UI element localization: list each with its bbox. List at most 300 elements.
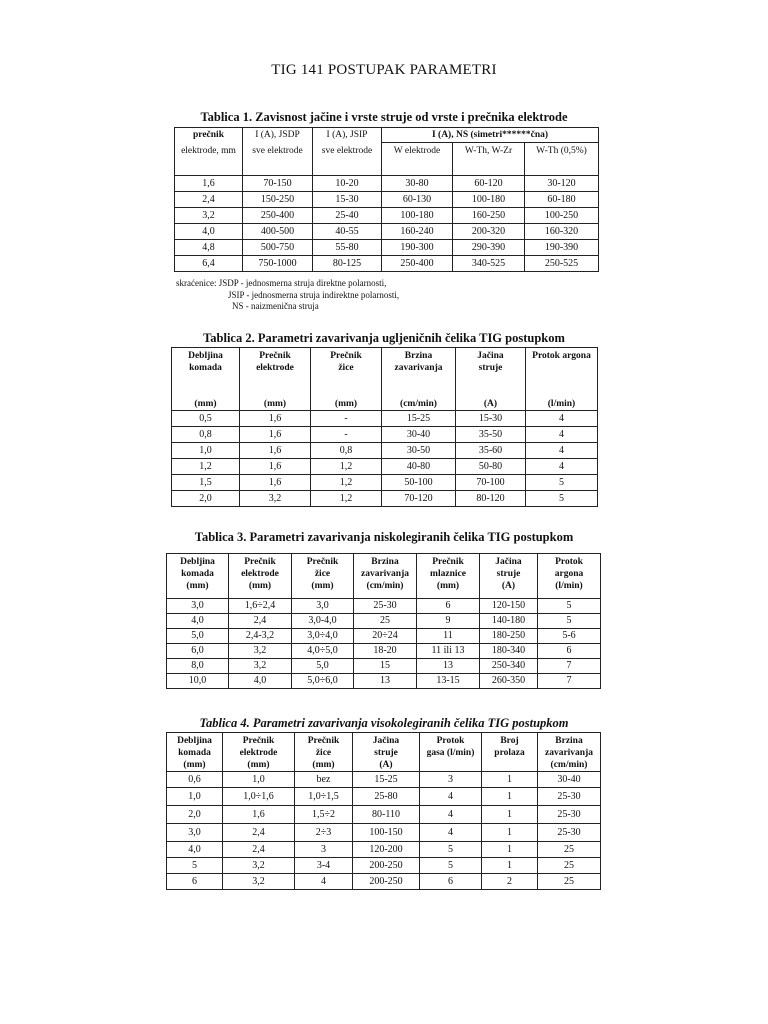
table-row	[167, 788, 601, 806]
header-line: elektrode	[239, 748, 278, 758]
table4-header	[167, 733, 601, 772]
table-cell: 1	[482, 858, 538, 874]
table-cell: 1,6	[240, 411, 311, 427]
header-line: Prečnik	[244, 557, 276, 567]
table1-notes	[176, 278, 399, 313]
table-row	[167, 858, 601, 874]
table-cell: 30-120	[525, 176, 599, 192]
table-cell: 1,6	[240, 459, 311, 475]
table3	[166, 553, 601, 689]
table-cell: 1,2	[172, 459, 240, 475]
header-line: Jačina	[477, 351, 504, 361]
table-header-cell	[229, 554, 292, 599]
table-cell: 1	[482, 772, 538, 788]
table1-header-cell: W-Th (0,5%)	[525, 143, 599, 176]
table-cell: 10,0	[167, 674, 229, 689]
table-cell: 3-4	[295, 858, 353, 874]
table-cell: 50-100	[382, 475, 456, 491]
header-line: žice	[314, 569, 331, 579]
table-cell: 5	[526, 475, 598, 491]
table-cell: 15-30	[313, 192, 382, 208]
header-line: Prečnik	[242, 736, 275, 746]
table2	[171, 347, 598, 507]
table-cell: 25	[538, 874, 601, 890]
table-cell: 1,5	[172, 475, 240, 491]
header-line: Protok argona	[532, 351, 591, 361]
table1-header-cell: I (A), JSDP	[243, 128, 313, 143]
table1-header-row1	[175, 128, 599, 143]
table-row	[167, 614, 601, 629]
table-cell: 120-200	[353, 842, 420, 858]
table-header-cell	[354, 554, 417, 599]
table-header-cell	[292, 554, 354, 599]
table-row	[167, 842, 601, 858]
table-cell: 5,0	[292, 659, 354, 674]
table-cell: 13	[417, 659, 480, 674]
table1-body	[175, 176, 599, 272]
header-line: (mm)	[194, 399, 217, 409]
table-header-cell	[167, 554, 229, 599]
table-cell: 4	[420, 788, 482, 806]
table1-header-cell: W elektrode	[382, 143, 453, 176]
table1-header-row2	[175, 143, 599, 176]
table-cell: 70-150	[243, 176, 313, 192]
header-line: (mm)	[186, 581, 209, 591]
table-cell: 500-750	[243, 240, 313, 256]
header-line: (mm)	[247, 760, 270, 770]
table1-header-cell: I (A), NS (simetri******čna)	[382, 128, 599, 143]
header-line: zavarivanja	[360, 569, 410, 579]
table-cell: 340-525	[453, 256, 525, 272]
table-cell: 4	[420, 806, 482, 824]
table-cell: 1,0	[223, 772, 295, 788]
table1-header-cell: I (A), JSIP	[313, 128, 382, 143]
header-line: argona	[554, 569, 584, 579]
table2-header	[172, 348, 598, 411]
header-line: Prečnik	[307, 736, 340, 746]
header-line: Debljina	[177, 736, 212, 746]
table-cell: 80-120	[456, 491, 526, 507]
table-header-cell	[353, 733, 420, 772]
table-cell: 9	[417, 614, 480, 629]
header-line: struje	[496, 569, 521, 579]
table-cell: 2,4	[223, 824, 295, 842]
table-cell: 0,6	[167, 772, 223, 788]
header-line: žice	[315, 748, 332, 758]
table-row	[167, 772, 601, 788]
header-line	[422, 759, 479, 771]
header-line: Prečnik	[259, 351, 291, 361]
header-line: Jačina	[495, 557, 522, 567]
note-line: NS - naizmenična struja	[232, 301, 319, 311]
table-cell: 1,6÷2,4	[229, 599, 292, 614]
table-cell: 1	[482, 842, 538, 858]
table-cell: 290-390	[453, 240, 525, 256]
table-cell: 25-80	[353, 788, 420, 806]
header-line: žice	[338, 363, 354, 373]
table-cell: 250-400	[243, 208, 313, 224]
table-cell: 60-130	[382, 192, 453, 208]
header-line: (mm)	[183, 760, 206, 770]
table-cell: 200-250	[353, 858, 420, 874]
header-line: (cm/min)	[400, 399, 437, 409]
header-line: komada	[181, 569, 214, 579]
table-cell: 5,0÷6,0	[292, 674, 354, 689]
table-cell: 40-80	[382, 459, 456, 475]
table-cell: 8,0	[167, 659, 229, 674]
table-cell: 1,6	[240, 427, 311, 443]
table-cell: 6,4	[175, 256, 243, 272]
table1-header-cell: prečnik	[175, 128, 243, 143]
header-line: komada	[178, 748, 211, 758]
table-cell: 50-80	[456, 459, 526, 475]
header-line	[484, 759, 535, 771]
header-line: Protok	[436, 736, 465, 746]
table-cell: 1,6	[240, 443, 311, 459]
header-line: Brzina	[555, 736, 583, 746]
table-cell: 160-240	[382, 224, 453, 240]
table3-header	[167, 554, 601, 599]
header-line: Debljina	[180, 557, 215, 567]
table-cell: bez	[295, 772, 353, 788]
table-cell: 3	[420, 772, 482, 788]
table-cell: 13-15	[417, 674, 480, 689]
table-cell: 25	[538, 858, 601, 874]
table-cell: 3,2	[240, 491, 311, 507]
table-row	[175, 256, 599, 272]
table-cell: 120-150	[480, 599, 538, 614]
table-cell: 2,4	[175, 192, 243, 208]
table-cell: 400-500	[243, 224, 313, 240]
table-cell: 750-1000	[243, 256, 313, 272]
table-cell: 80-110	[353, 806, 420, 824]
table-cell: 200-250	[353, 874, 420, 890]
table1-header-cell: W-Th, W-Zr	[453, 143, 525, 176]
header-line: (A)	[379, 760, 393, 770]
table-cell: 1,2	[311, 459, 382, 475]
table-cell: -	[311, 427, 382, 443]
table-cell: 250-340	[480, 659, 538, 674]
header-line: mlaznice	[430, 569, 466, 579]
header-line: struje	[478, 363, 503, 373]
header-line: zavarivanja	[544, 748, 594, 758]
header-line: elektrode	[241, 569, 279, 579]
table-cell: 1,2	[311, 475, 382, 491]
table-cell: 6	[167, 874, 223, 890]
table-cell: 260-350	[480, 674, 538, 689]
table-cell: 60-180	[525, 192, 599, 208]
table-cell: 25-30	[538, 824, 601, 842]
table-header-cell	[240, 348, 311, 411]
table-header-row	[167, 554, 601, 599]
table-cell: 180-340	[480, 644, 538, 659]
table-cell: 5	[526, 491, 598, 507]
table-cell: 4,0	[229, 674, 292, 689]
table-cell: 6	[420, 874, 482, 890]
header-line: (mm)	[311, 581, 334, 591]
table-cell: 2,0	[167, 806, 223, 824]
table-cell: 60-120	[453, 176, 525, 192]
table-cell: 6	[417, 599, 480, 614]
table-cell: 100-250	[525, 208, 599, 224]
table-cell: 2,0	[172, 491, 240, 507]
header-line: (cm/min)	[366, 581, 404, 591]
table-cell: 100-180	[382, 208, 453, 224]
table-cell: 100-180	[453, 192, 525, 208]
table-cell: 200-320	[453, 224, 525, 240]
table-cell: 0,8	[311, 443, 382, 459]
table2-body	[172, 411, 598, 507]
table-cell: 190-300	[382, 240, 453, 256]
table-header-cell	[223, 733, 295, 772]
header-line: (l/min)	[547, 399, 576, 409]
table-cell: 25	[354, 614, 417, 629]
table-cell: 18-20	[354, 644, 417, 659]
table-cell: 1	[482, 824, 538, 842]
header-line: (mm)	[263, 399, 287, 409]
table-cell: 1,0÷1,5	[295, 788, 353, 806]
table-cell: 1	[482, 788, 538, 806]
table-row	[172, 427, 598, 443]
table-cell: 0,5	[172, 411, 240, 427]
header-line: Jačina	[372, 736, 400, 746]
table-cell: 25-40	[313, 208, 382, 224]
header-line: zavarivanja	[394, 363, 443, 373]
table-cell: 70-100	[456, 475, 526, 491]
table-cell: 3	[295, 842, 353, 858]
table-cell: 2÷3	[295, 824, 353, 842]
table-cell: 4,0	[167, 842, 223, 858]
table-cell: 1	[482, 806, 538, 824]
table-cell: 190-390	[525, 240, 599, 256]
header-line: Brzina	[404, 351, 433, 361]
table-header-cell	[382, 348, 456, 411]
table-cell: 11	[417, 629, 480, 644]
table-row	[172, 459, 598, 475]
table-cell: 1,6	[223, 806, 295, 824]
table-cell: 4	[526, 443, 598, 459]
table-cell: 25-30	[538, 806, 601, 824]
table1-header-cell: elektrode, mm	[175, 143, 243, 176]
table-cell: 5-6	[538, 629, 601, 644]
table-cell: 140-180	[480, 614, 538, 629]
table-cell: 10-20	[313, 176, 382, 192]
table-cell: 2,4	[223, 842, 295, 858]
table-cell: 5	[167, 858, 223, 874]
header-line: struje	[374, 748, 398, 758]
header-line: elektrode	[256, 363, 294, 373]
header-line	[528, 362, 595, 374]
table-cell: 4	[420, 824, 482, 842]
table-row	[167, 644, 601, 659]
header-line: Brzina	[371, 557, 399, 567]
table-header-cell	[167, 733, 223, 772]
table-cell: 30-50	[382, 443, 456, 459]
table-header-cell	[538, 554, 601, 599]
table-row	[167, 824, 601, 842]
table-row	[175, 192, 599, 208]
table-cell: 150-250	[243, 192, 313, 208]
table-cell: 250-400	[382, 256, 453, 272]
table-row	[172, 443, 598, 459]
table-row	[167, 599, 601, 614]
table-cell: 15	[354, 659, 417, 674]
table-cell: 2,4	[229, 614, 292, 629]
table-cell: 0,8	[172, 427, 240, 443]
header-line: (cm/min)	[550, 760, 588, 770]
table-cell: 5	[538, 614, 601, 629]
table-cell: 6	[538, 644, 601, 659]
table-cell: 40-55	[313, 224, 382, 240]
header-line: (A)	[501, 581, 516, 591]
table-row	[167, 674, 601, 689]
table-cell: 3,2	[223, 858, 295, 874]
table-header-cell	[311, 348, 382, 411]
table-cell: 3,2	[229, 644, 292, 659]
table-cell: 2	[482, 874, 538, 890]
table-cell: 1,2	[311, 491, 382, 507]
table4-body	[167, 772, 601, 890]
table-cell: 3,2	[175, 208, 243, 224]
table-row	[175, 176, 599, 192]
table-row	[167, 659, 601, 674]
table-header-cell	[526, 348, 598, 411]
table-cell: 180-250	[480, 629, 538, 644]
table-header-cell	[417, 554, 480, 599]
table-cell: 80-125	[313, 256, 382, 272]
table2-caption: Tablica 2. Parametri zavarivanja ugljeničnih čelika TIG postupkom	[203, 331, 565, 345]
table-cell: 4,0	[167, 614, 229, 629]
header-line: Prečnik	[306, 557, 339, 567]
header-line: (A)	[483, 399, 498, 409]
table-cell: 70-120	[382, 491, 456, 507]
table-cell: 4	[295, 874, 353, 890]
table-cell: 4,0÷5,0	[292, 644, 354, 659]
table-cell: 4	[526, 427, 598, 443]
table-cell: 25	[538, 842, 601, 858]
table-cell: 7	[538, 659, 601, 674]
table-row	[167, 874, 601, 890]
header-line: komada	[189, 363, 222, 373]
table-cell: 2,4-3,2	[229, 629, 292, 644]
table-header-row	[167, 733, 601, 772]
table-cell: 1,0	[167, 788, 223, 806]
header-line: Prečnik	[432, 557, 464, 567]
table-row	[175, 240, 599, 256]
header-line: (l/min)	[555, 581, 583, 591]
table-header-row	[172, 348, 598, 411]
table-cell: 1,0	[172, 443, 240, 459]
table-cell: 3,2	[223, 874, 295, 890]
table-cell: 15-25	[353, 772, 420, 788]
table-cell: 3,0÷4,0	[292, 629, 354, 644]
header-line: Prečnik	[330, 351, 362, 361]
note-line: skraćenice: JSDP - jednosmerna struja direktne polarnosti,	[176, 278, 387, 288]
table4	[166, 732, 601, 890]
table-cell: 160-250	[453, 208, 525, 224]
table4-caption: Tablica 4. Parametri zavarivanja visokolegiranih čelika TIG postupkom	[199, 716, 569, 730]
table-cell: 20÷24	[354, 629, 417, 644]
table-row	[172, 475, 598, 491]
table-cell: 5	[420, 842, 482, 858]
table1-caption: Tablica 1. Zavisnost jačine i vrste struje od vrste i prečnika elektrode	[200, 110, 568, 124]
note-line: JSIP - jednosmerna struja indirektne polarnosti,	[228, 289, 400, 300]
header-line: Protok	[555, 557, 583, 567]
table-cell: 4	[526, 459, 598, 475]
table-cell: 3,0	[167, 599, 229, 614]
header-line: (mm)	[436, 581, 460, 591]
header-line: gasa (l/min)	[426, 748, 475, 758]
table-cell: 1,5÷2	[295, 806, 353, 824]
table-cell: 25-30	[354, 599, 417, 614]
table-cell: 3,2	[229, 659, 292, 674]
table-header-cell	[482, 733, 538, 772]
header-line: Debljina	[188, 351, 223, 361]
table-cell: -	[311, 411, 382, 427]
table-cell: 1,6	[175, 176, 243, 192]
table-cell: 35-50	[456, 427, 526, 443]
table1	[174, 127, 599, 272]
table-cell: 100-150	[353, 824, 420, 842]
table1-header-cell: sve elektrode	[313, 143, 382, 176]
table-cell: 4	[526, 411, 598, 427]
table-cell: 5	[538, 599, 601, 614]
table-row	[172, 411, 598, 427]
table-header-cell	[456, 348, 526, 411]
table-cell: 4,8	[175, 240, 243, 256]
table-cell: 3,0	[167, 824, 223, 842]
table-cell: 30-40	[382, 427, 456, 443]
table-cell: 3,0	[292, 599, 354, 614]
table-cell: 55-80	[313, 240, 382, 256]
table-cell: 1,6	[240, 475, 311, 491]
table-header-cell	[538, 733, 601, 772]
table-row	[172, 491, 598, 507]
table-cell: 15-30	[456, 411, 526, 427]
page-title: TIG 141 POSTUPAK PARAMETRI	[271, 62, 497, 78]
table-row	[175, 224, 599, 240]
table-cell: 1,0÷1,6	[223, 788, 295, 806]
table-cell: 13	[354, 674, 417, 689]
table-cell: 3,0-4,0	[292, 614, 354, 629]
table-cell: 15-25	[382, 411, 456, 427]
table-cell: 160-320	[525, 224, 599, 240]
table-row	[167, 629, 601, 644]
table-cell: 7	[538, 674, 601, 689]
table3-caption: Tablica 3. Parametri zavarivanja niskolegiranih čelika TIG postupkom	[194, 530, 574, 544]
table-cell: 4,0	[175, 224, 243, 240]
table3-body	[167, 599, 601, 689]
table-cell: 30-40	[538, 772, 601, 788]
table-cell: 30-80	[382, 176, 453, 192]
table-cell: 6,0	[167, 644, 229, 659]
table-cell: 250-525	[525, 256, 599, 272]
table-header-cell	[295, 733, 353, 772]
header-line: (mm)	[334, 399, 358, 409]
table-header-cell	[420, 733, 482, 772]
table-header-cell	[480, 554, 538, 599]
table1-header-cell: sve elektrode	[243, 143, 313, 176]
header-line: (mm)	[312, 760, 335, 770]
table-cell: 25-30	[538, 788, 601, 806]
header-line: Broj	[500, 736, 519, 746]
table-row	[167, 806, 601, 824]
table-row	[175, 208, 599, 224]
table-cell: 11 ili 13	[417, 644, 480, 659]
header-line: (mm)	[248, 581, 272, 591]
table-cell: 35-60	[456, 443, 526, 459]
header-line: prolaza	[494, 748, 525, 758]
